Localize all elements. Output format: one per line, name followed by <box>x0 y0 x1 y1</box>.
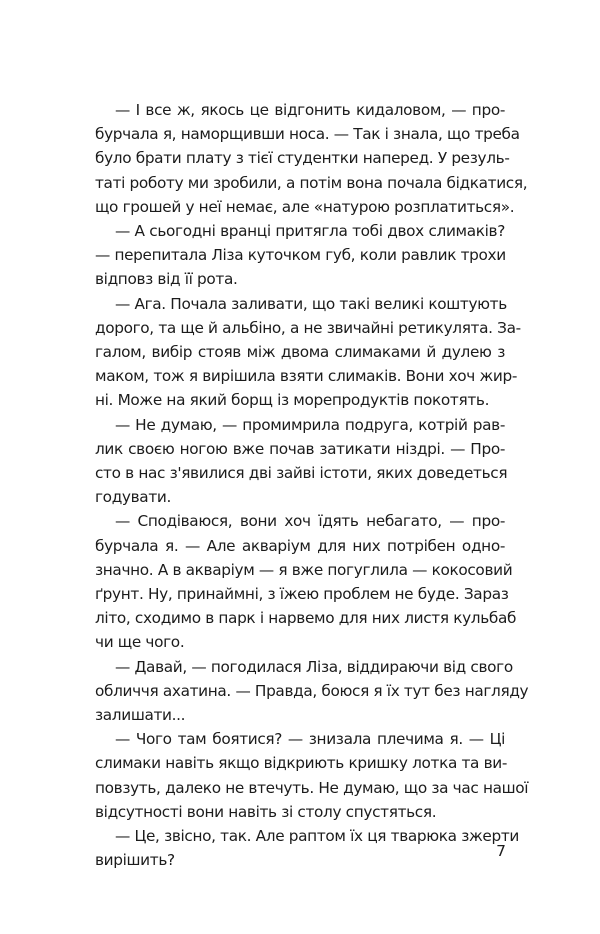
text-line: було брати плату з тієї студентки наперед. У резуль- <box>95 149 510 168</box>
text-line: таті роботу ми зробили, а потім вона почала бідкатися, <box>95 173 528 192</box>
text-line: бурчала я, наморщивши носа. — Так і знала, що треба <box>95 125 520 144</box>
text-line: галом, вибір стояв між двома слимаками й дулею з <box>95 343 505 362</box>
text-line: маком, тож я вирішила взяти слимаків. Вони хоч жир- <box>95 367 518 386</box>
text-line: значно. А в акваріум — я вже погуглила — кокосовий <box>95 560 513 579</box>
text-line: відсутності вони навіть зі столу спустяться. <box>95 802 437 821</box>
paragraph <box>95 824 519 872</box>
text-line: — А сьогодні вранці притягла тобі двох слимаків? <box>115 222 505 241</box>
text-line: залишати... <box>95 706 186 725</box>
paragraph <box>95 727 529 824</box>
text-line: ґрунт. Ну, принаймні, з їжею проблем не буде. Зараз <box>95 585 509 604</box>
text-line: — Не думаю, — промимрила подруга, котрій рав- <box>115 415 505 434</box>
paragraph <box>95 292 521 413</box>
text-line: — перепитала Ліза куточком губ, коли равлик трохи <box>95 246 506 265</box>
text-line: слимаки навіть якщо відкриють кришку лотка та ви- <box>95 754 508 773</box>
text-line: дорого, та ще й альбіно, а не звичайні ретикулята. За- <box>95 318 521 337</box>
text-line: ні. Може на який борщ із морепродуктів покотять. <box>95 391 490 410</box>
text-line: бурчала я. — Але акваріум для них потрібен одно- <box>95 536 505 555</box>
text-line: повзуть, далеко не втечуть. Не думаю, що за час нашої <box>95 778 529 797</box>
text-line: годувати. <box>95 488 171 507</box>
text-line: вирішить? <box>95 851 175 870</box>
text-line: — Чого там боятися? — знизала плечима я. — Ці <box>115 730 505 749</box>
text-line: відповз від її рота. <box>95 270 238 289</box>
text-line: що грошей у неї немає, але «натурою розплатиться». <box>95 197 515 216</box>
paragraph <box>95 509 517 654</box>
text-line: — Це, звісно, так. Але раптом їх ця тварюка зжерти <box>115 827 519 846</box>
text-line: лик своєю ногою вже почав затикати ніздрі. — Про- <box>95 439 505 458</box>
text-line: літо, сходимо в парк і нарвемо для них листя кульбаб <box>95 609 517 628</box>
text-line: — І все ж, якось це відгонить кидаловом, — про- <box>115 101 505 119</box>
text-line: обличчя ахатина. — Правда, боюся я їх тут без нагляду <box>95 681 529 700</box>
paragraph <box>95 413 508 510</box>
paragraph <box>95 655 529 728</box>
page-number: 7 <box>496 842 506 860</box>
paragraph <box>95 98 528 219</box>
body-text <box>95 98 529 873</box>
text-line: — Давай, — погодилася Ліза, віддираючи від свого <box>115 657 513 676</box>
text-line: — Ага. Почала заливати, що такі великі коштують <box>115 294 507 313</box>
paragraph <box>95 219 505 292</box>
text-line: — Сподіваюся, вони хоч їдять небагато, — про- <box>115 512 505 531</box>
text-line: чи ще чого. <box>95 633 185 652</box>
text-line: сто в нас з'явилися дві зайві істоти, яких доведеться <box>95 464 508 483</box>
